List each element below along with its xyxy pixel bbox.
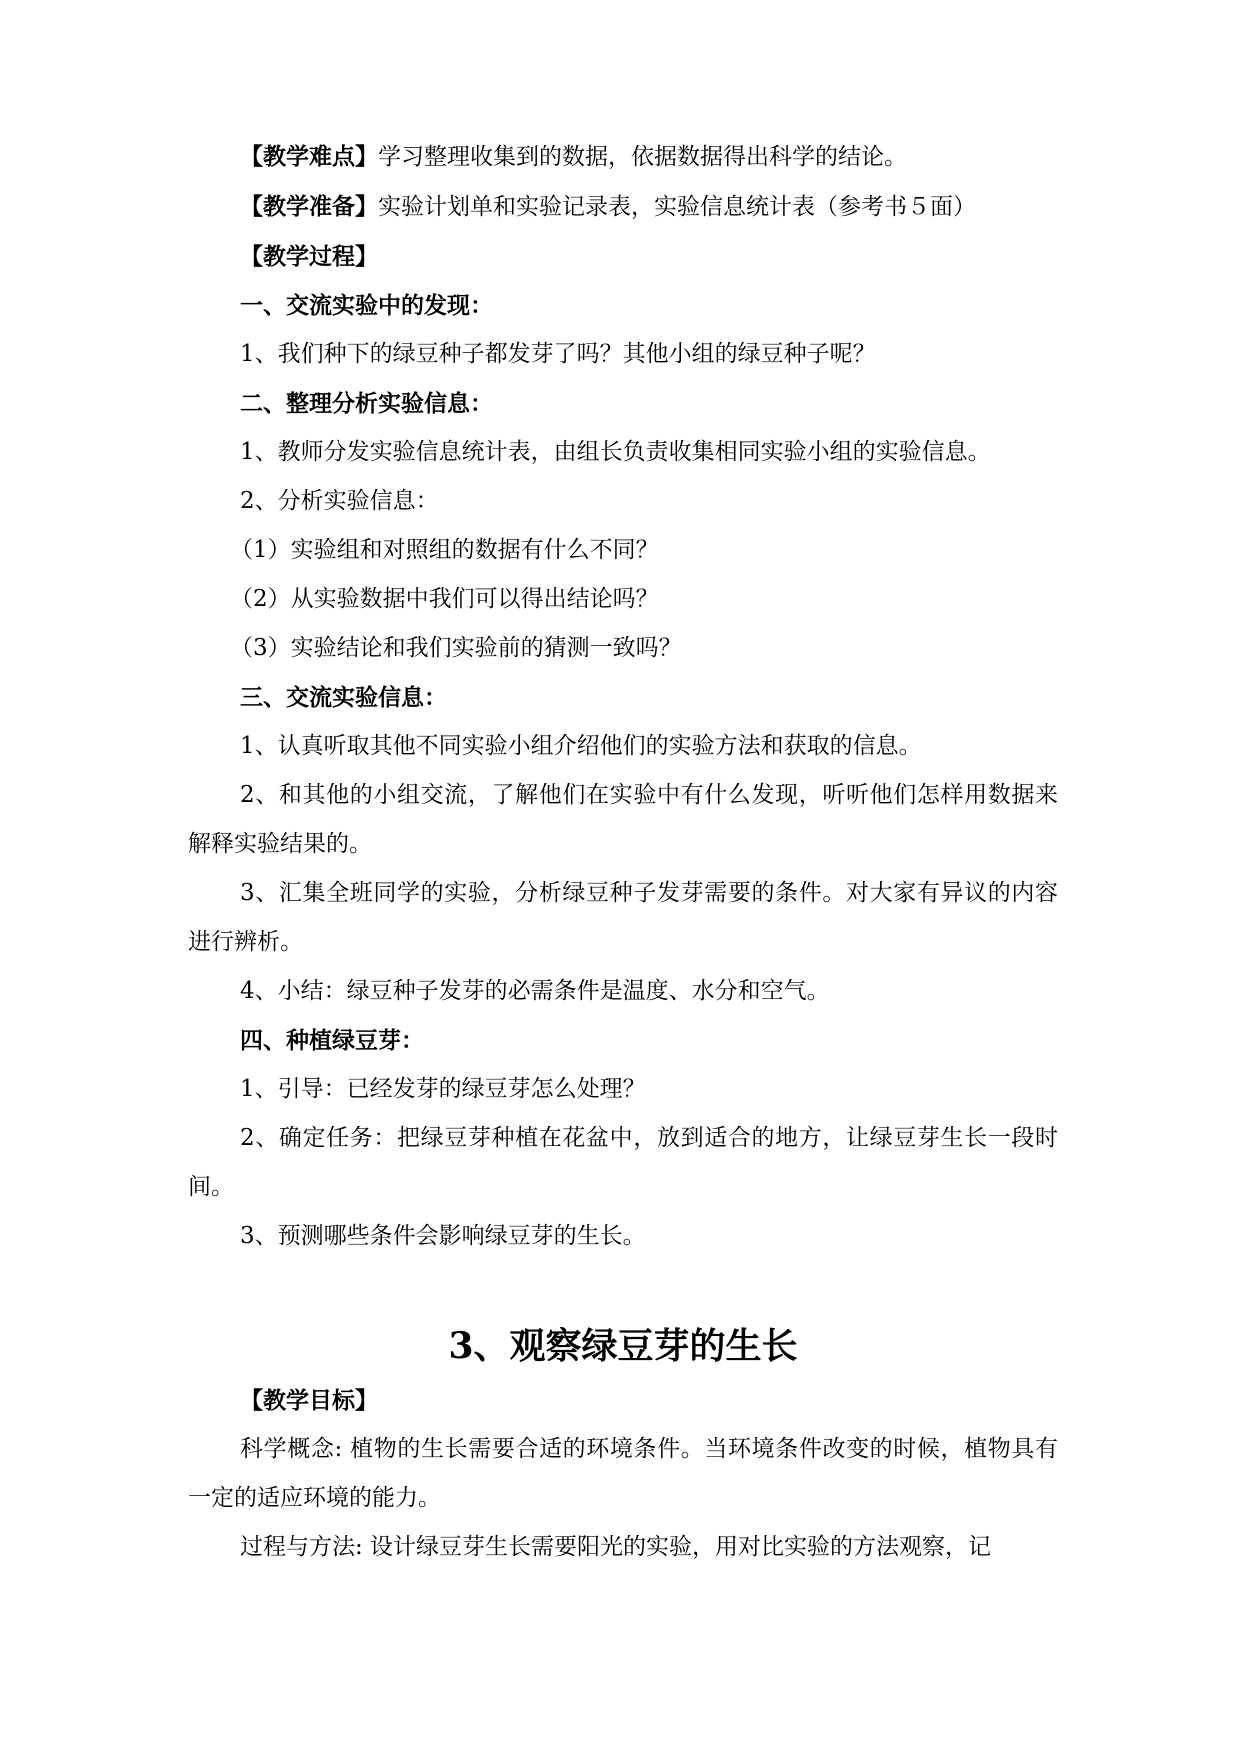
difficulty-line (188, 132, 1058, 182)
list-item: 2、分析实验信息： (240, 488, 439, 514)
science-concept: 科学概念: 植物的生长需要合适的环境条件。当环境条件改变的时候，植物具有一定的适应环境的能力。 (188, 1436, 1058, 1511)
goals-heading: 【教学目标】 (240, 1387, 378, 1414)
prep-line (188, 182, 1058, 232)
section-heading-4: 四、种植绿豆芽： (240, 1027, 424, 1054)
sub-item: （2）从实验数据中我们可以得出结论吗？ (230, 586, 659, 612)
list-item: 3、预测哪些条件会影响绿豆芽的生长。 (240, 1223, 646, 1249)
list-item: 4、小结：绿豆种子发芽的必需条件是温度、水分和空气。 (240, 978, 830, 1004)
list-item: 1、教师分发实验信息统计表，由组长负责收集相同实验小组的实验信息。 (240, 439, 991, 465)
section-heading-1: 一、交流实验中的发现： (240, 292, 493, 319)
sub-item: （1）实验组和对照组的数据有什么不同？ (230, 537, 659, 563)
process-method: 过程与方法: 设计绿豆芽生长需要阳光的实验，用对比实验的方法观察，记 (240, 1534, 992, 1560)
process-heading: 【教学过程】 (240, 243, 378, 270)
list-item: 2、和其他的小组交流，了解他们在实验中有什么发现，听听他们怎样用数据来解释实验结果的。 (188, 782, 1058, 857)
difficulty-label: 【教学难点】 (240, 143, 378, 170)
sub-item: （3）实验结论和我们实验前的猜测一致吗？ (230, 635, 682, 661)
list-item: 3、汇集全班同学的实验，分析绿豆种子发芽需要的条件。对大家有异议的内容进行辨析。 (188, 880, 1058, 955)
list-item: 2、确定任务：把绿豆芽种植在花盆中，放到适合的地方，让绿豆芽生长一段时间。 (188, 1125, 1058, 1200)
lesson2-body (188, 132, 1058, 1261)
list-item: 1、认真听取其他不同实验小组介绍他们的实验方法和获取的信息。 (240, 733, 922, 759)
list-item: 1、引导：已经发芽的绿豆芽怎么处理？ (240, 1076, 646, 1102)
difficulty-text: 学习整理收集到的数据，依据数据得出科学的结论。 (378, 144, 907, 170)
section-heading-2: 二、整理分析实验信息： (240, 390, 493, 417)
section-heading-3: 三、交流实验信息： (240, 684, 447, 711)
lesson3-body (188, 1376, 1058, 1572)
list-item: 1、我们种下的绿豆种子都发芽了吗？其他小组的绿豆种子呢？ (240, 341, 876, 367)
lesson3-title: 3、观察绿豆芽的生长 (448, 1325, 798, 1367)
prep-text: 实验计划单和实验记录表，实验信息统计表（参考书５面） (378, 194, 976, 220)
prep-label: 【教学准备】 (240, 193, 378, 220)
